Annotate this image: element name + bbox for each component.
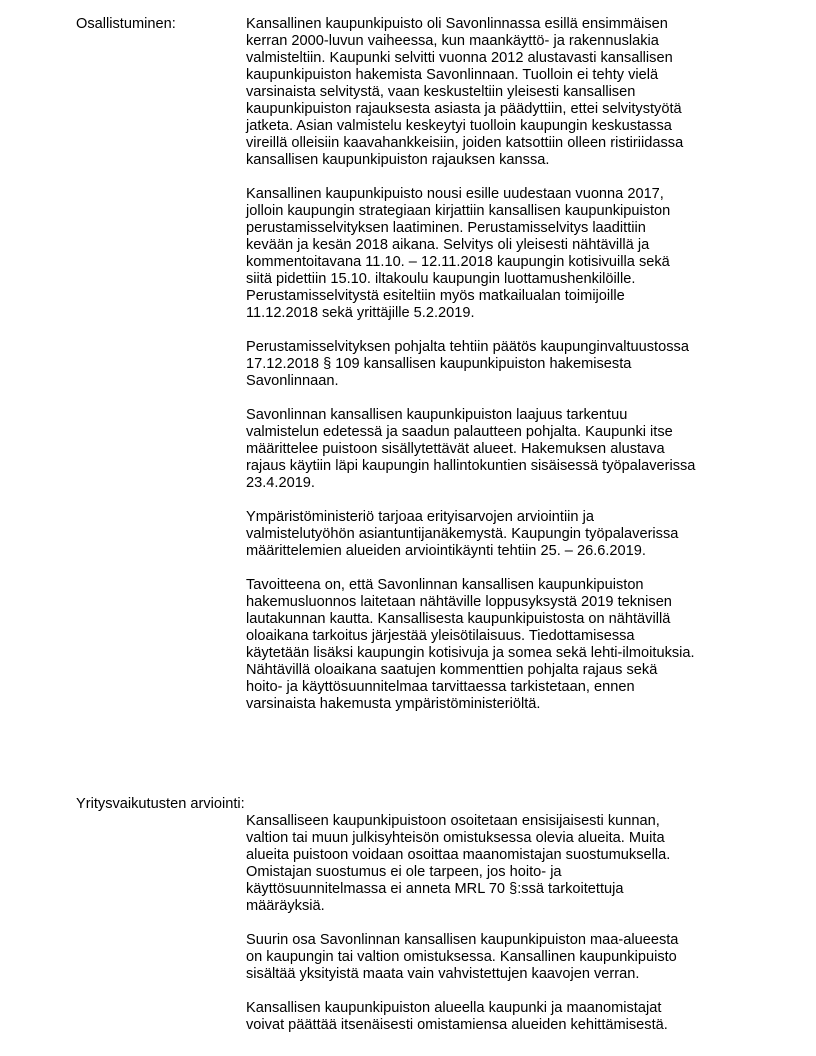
text-line: rajaus käytiin läpi kaupungin hallintokuntien sisäisessä työpalaverissa (246, 458, 696, 474)
text-line: kommentoitavana 11.10. – 12.11.2018 kaupungin kotisivuilla sekä (246, 254, 670, 270)
text-line: Omistajan suostumus ei ole tarpeen, jos hoito- ja (246, 864, 562, 880)
paragraph (246, 407, 746, 492)
text-line: määrittelee puistoon sisällytettävät alueet. Hakemuksen alustava (246, 441, 665, 457)
paragraph (246, 339, 746, 390)
text-line: Savonlinnan kansallisen kaupunkipuiston laajuus tarkentuu (246, 407, 628, 423)
text-line: valmisteltiin. Kaupunki selvitti vuonna 2012 alustavasti kansallisen (246, 50, 673, 66)
text-line: voivat päättää itsenäisesti omistamiensa alueiden kehittämisestä. (246, 1017, 668, 1033)
text-line: varsinaista selvitystä, vaan keskusteltiin yleisesti kansallisen (246, 84, 636, 100)
paragraph (246, 509, 746, 560)
text-line: 11.12.2018 sekä yrittäjille 5.2.2019. (246, 305, 475, 321)
text-line: Savonlinnaan. (246, 373, 339, 389)
text-line: oloaikana tarkoitus järjestää yleisötilaisuus. Tiedottamisessa (246, 628, 635, 644)
text-line: Kansalliseen kaupunkipuistoon osoitetaan ensisijaisesti kunnan, (246, 813, 660, 829)
text-line: määrittelemien alueiden arviointikäynti tehtiin 25. – 26.6.2019. (246, 543, 646, 559)
text-line: alueita puistoon voidaan osoittaa maanomistajan suostumuksella. (246, 847, 671, 863)
paragraph (246, 813, 746, 915)
text-line: valmistelutyöhön asiantuntijanäkemystä. Kaupungin työpalaverissa (246, 526, 679, 542)
text-line: määräyksiä. (246, 898, 325, 914)
text-line: on kaupungin tai valtion omistuksessa. Kansallinen kaupunkipuisto (246, 949, 677, 965)
text-line: Nähtävillä oloaikana saatujen kommenttien pohjalta rajaus sekä (246, 662, 658, 678)
paragraph (246, 186, 746, 322)
text-line: kansallisen kaupunkipuiston rajauksen kanssa. (246, 152, 550, 168)
text-line: käytetään lisäksi kaupungin kotisivuja ja somea sekä lehti-ilmoituksia. (246, 645, 695, 661)
paragraph (246, 577, 746, 713)
text-line: lautakunnan kautta. Kansallisesta kaupunkipuistosta on nähtävillä (246, 611, 671, 627)
text-line: Ympäristöministeriö tarjoaa erityisarvojen arviointiin ja (246, 509, 594, 525)
section-label-yritysvaikutusten-arviointi: Yritysvaikutusten arviointi: (76, 796, 245, 812)
text-line: vireillä olleisiin kaavahankkeisiin, joiden katsottiin olleen ristiriidassa (246, 135, 684, 151)
text-line: sisältää yksityistä maata vain vahvistettujen kaavojen verran. (246, 966, 640, 982)
text-line: jatketa. Asian valmistelu keskeytyi tuolloin kaupungin keskustassa (246, 118, 672, 134)
paragraph (246, 16, 746, 169)
text-line: Tavoitteena on, että Savonlinnan kansallisen kaupunkipuiston (246, 577, 644, 593)
paragraph (246, 932, 746, 983)
text-line: hoito- ja käyttösuunnitelmaa tarvittaessa tarkistetaan, ennen (246, 679, 635, 695)
paragraph (246, 1000, 746, 1034)
section-body-osallistuminen (246, 16, 746, 730)
section-body-yritysvaikutusten-arviointi (246, 813, 746, 1051)
text-line: käyttösuunnitelmassa ei anneta MRL 70 §:ssä tarkoitettuja (246, 881, 624, 897)
text-line: Kansallinen kaupunkipuisto nousi esille uudestaan vuonna 2017, (246, 186, 664, 202)
text-line: 17.12.2018 § 109 kansallisen kaupunkipuiston hakemisesta (246, 356, 632, 372)
text-line: 23.4.2019. (246, 475, 315, 491)
text-line: kaupunkipuiston hakemista Savonlinnaan. Tuolloin ei tehty vielä (246, 67, 659, 83)
text-line: valtion tai muun julkisyhteisön omistuksessa olevia alueita. Muita (246, 830, 665, 846)
text-line: Kansallinen kaupunkipuisto oli Savonlinnassa esillä ensimmäisen (246, 16, 668, 32)
text-line: kerran 2000-luvun vaiheessa, kun maankäyttö- ja rakennuslakia (246, 33, 659, 49)
text-line: Perustamisselvityksen pohjalta tehtiin päätös kaupunginvaltuustossa (246, 339, 689, 355)
text-line: perustamisselvityksen laatiminen. Perustamisselvitys laadittiin (246, 220, 646, 236)
text-line: valmistelun edetessä ja saadun palautteen pohjalta. Kaupunki itse (246, 424, 673, 440)
text-line: jolloin kaupungin strategiaan kirjattiin kansallisen kaupunkipuiston (246, 203, 671, 219)
text-line: kaupunkipuiston rajauksesta asiasta ja päädyttiin, ettei selvitystyötä (246, 101, 682, 117)
text-line: siitä pidettiin 15.10. iltakoulu kaupungin luottamushenkilöille. (246, 271, 636, 287)
text-line: Perustamisselvitystä esiteltiin myös matkailualan toimijoille (246, 288, 625, 304)
text-line: Suurin osa Savonlinnan kansallisen kaupunkipuiston maa-alueesta (246, 932, 679, 948)
section-label-osallistuminen: Osallistuminen: (76, 16, 176, 32)
text-line: kevään ja kesän 2018 aikana. Selvitys oli yleisesti nähtävillä ja (246, 237, 650, 253)
text-line: hakemusluonnos laitetaan nähtäville loppusyksystä 2019 teknisen (246, 594, 672, 610)
text-line: varsinaista hakemusta ympäristöministeriöltä. (246, 696, 541, 712)
text-line: Kansallisen kaupunkipuiston alueella kaupunki ja maanomistajat (246, 1000, 662, 1016)
